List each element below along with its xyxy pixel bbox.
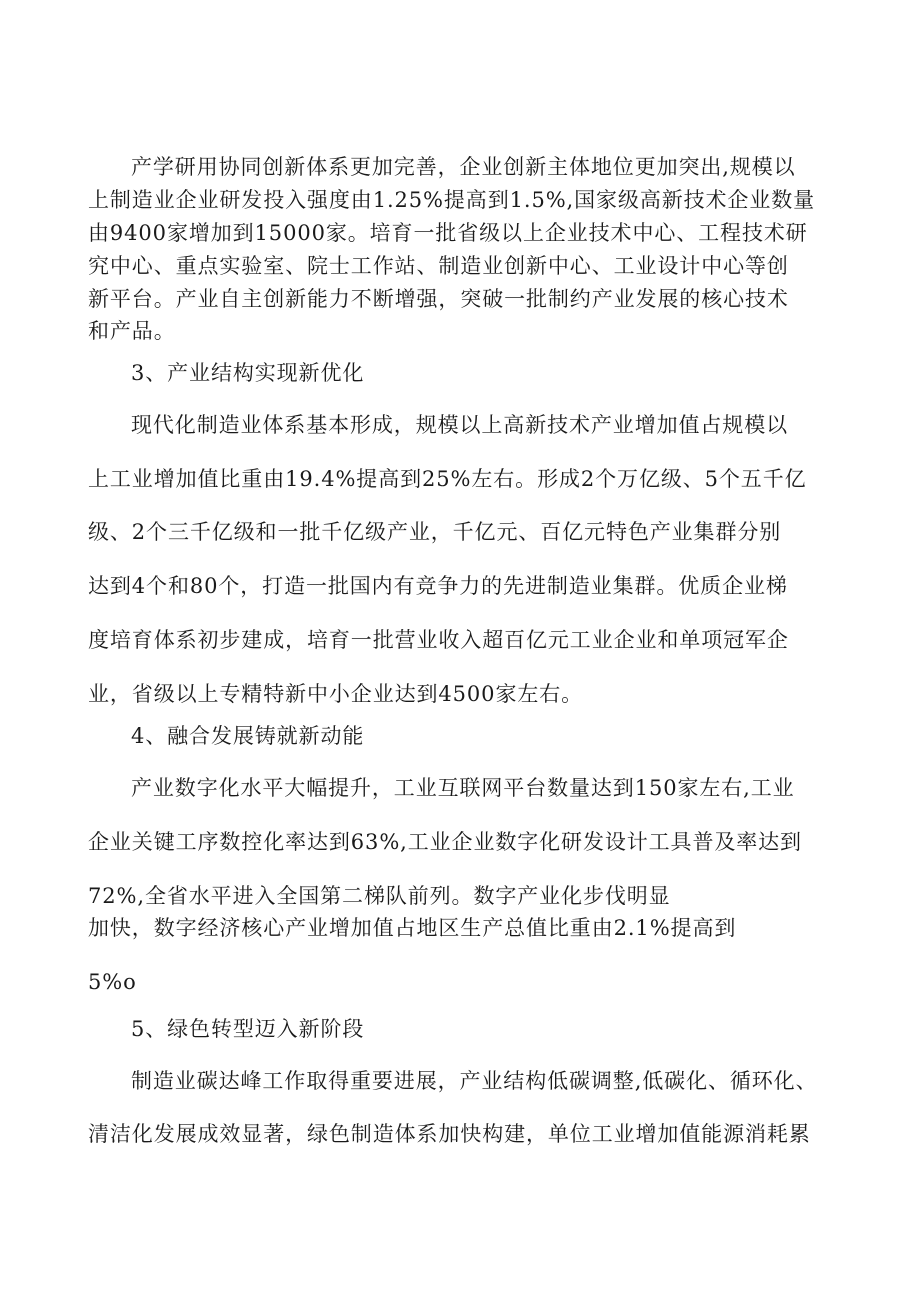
para1-line-3: 由9400家增加到15000家。培育一批省级以上企业技术中心、工程技术研: [88, 221, 808, 245]
para3-line-3: 72%,全省水平进入全国第二梯队前列。数字产业化步伐明显: [88, 884, 671, 908]
para2-line-5: 度培育体系初步建成，培育一批营业收入超百亿元工业企业和单项冠军企: [88, 628, 789, 652]
para4-line-2: 清洁化发展成效显著，绿色制造体系加快构建，单位工业增加值能源消耗累: [88, 1122, 811, 1146]
section-heading-3: 3、产业结构实现新优化: [131, 361, 365, 385]
para2-line-2: 上工业增加值比重由19.4%提高到25%左右。形成2个万亿级、5个五千亿: [88, 467, 807, 491]
para4-line-1: 制造业碳达峰工作取得重要进展，产业结构低碳调整,低碳化、循环化、: [131, 1069, 818, 1093]
para1-line-1: 产学研用协同创新体系更加完善，企业创新主体地位更加突出,规模以: [131, 155, 796, 179]
section-heading-4: 4、融合发展铸就新动能: [131, 724, 365, 748]
para2-line-1: 现代化制造业体系基本形成，规模以上高新技术产业增加值占规模以: [131, 413, 788, 437]
para2-line-6: 业，省级以上专精特新中小企业达到4500家左右。: [88, 682, 584, 706]
para1-line-6: 和产品。: [88, 319, 176, 343]
para1-line-5: 新平台。产业自主创新能力不断增强，突破一批制约产业发展的核心技术: [88, 287, 789, 311]
para1-line-4: 究中心、重点实验室、院士工作站、制造业创新中心、工业设计中心等创: [88, 254, 789, 278]
para2-line-4: 达到4个和80个，打造一批国内有竞争力的先进制造业集群。优质企业梯: [88, 574, 788, 598]
section-heading-5: 5、绿色转型迈入新阶段: [131, 1017, 365, 1041]
para3-line-2: 企业关键工序数控化率达到63%,工业企业数字化研发设计工具普及率达到: [88, 830, 802, 854]
para3-line-5: 5%o: [88, 970, 137, 994]
para2-line-3: 级、2个三千亿级和一批千亿级产业，千亿元、百亿元特色产业集群分别: [88, 520, 782, 544]
para3-line-4: 加快，数字经济核心产业增加值占地区生产总值比重由2.1%提高到: [88, 916, 737, 940]
para3-line-1: 产业数字化水平大幅提升，工业互联网平台数量达到150家左右,工业: [131, 776, 795, 800]
para1-line-2: 上制造业企业研发投入强度由1.25%提高到1.5%,国家级高新技术企业数量: [88, 188, 816, 212]
